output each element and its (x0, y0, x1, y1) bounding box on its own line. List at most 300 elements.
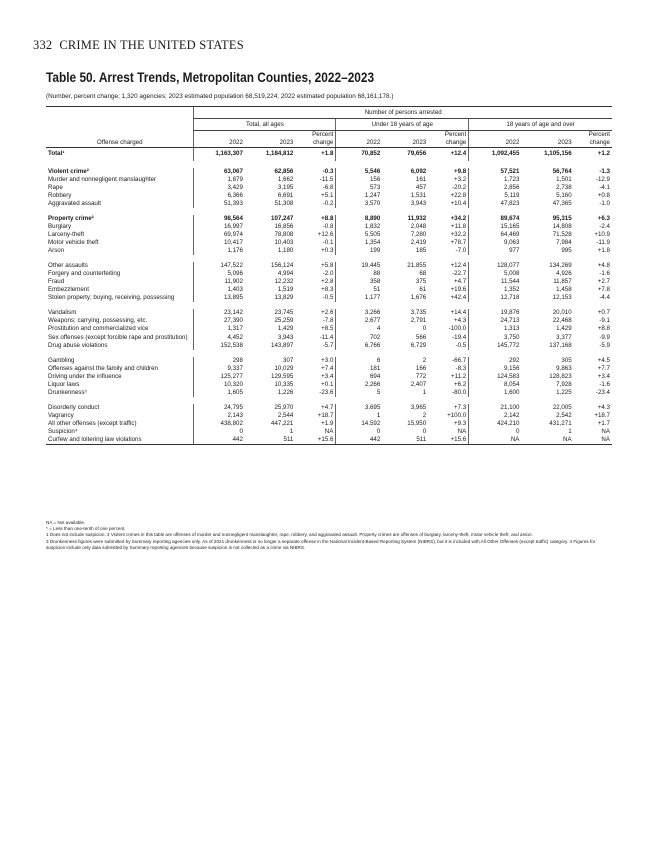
column-header: 2023 (521, 131, 573, 148)
offense-label: Burglary (48, 222, 72, 230)
table-cell: 22,005 (552, 403, 572, 411)
table-row (46, 373, 612, 381)
table-row (46, 334, 612, 342)
offense-label: Forgery and counterfeiting (48, 270, 121, 278)
offense-label: Violent crime² (48, 167, 89, 175)
table-cell: +42.4 (450, 294, 467, 302)
table-cell: 1,225 (556, 388, 572, 396)
group-header-under18: Under 18 years of age (336, 119, 469, 131)
table-header-groups (46, 119, 612, 131)
offense-label: Vagrancy (48, 411, 74, 419)
table-row (46, 325, 612, 333)
table-cell: +8.5 (321, 325, 334, 333)
table-row (46, 412, 612, 420)
table-cell: 15,950 (407, 419, 427, 427)
table-cell: +12.6 (317, 231, 334, 239)
offense-label: Curfew and loitering law violations (46, 436, 194, 445)
table-cell: +11.8 (451, 222, 467, 230)
table-row (46, 317, 612, 325)
table-cell: +12.4 (450, 262, 467, 270)
table-cell: -0.5 (322, 294, 334, 302)
table-cell: 3,195 (277, 183, 294, 191)
table-cell: +100.0 (447, 411, 467, 419)
table-cell: 166 (415, 364, 427, 372)
offense-label: Robbery (48, 191, 72, 199)
table-cell: 1,317 (194, 325, 245, 333)
table-cell: 1 (568, 428, 572, 435)
table-cell: -9.9 (599, 333, 610, 341)
table-cell: -11.5 (319, 175, 334, 183)
offense-label: Motor vehicle theft (48, 239, 99, 247)
table-cell: 15,165 (469, 223, 522, 231)
table-cell: 13,895 (194, 294, 245, 302)
table-cell: 1 (289, 428, 294, 435)
table-row (46, 404, 612, 412)
table-cell: +18.7 (317, 411, 334, 419)
table-cell: 702 (336, 334, 382, 342)
table-cell: 10,029 (274, 364, 294, 372)
table-cell: +12.4 (450, 150, 467, 158)
table-cell: 47,823 (469, 200, 522, 208)
top-header: Number of persons arrested (194, 107, 612, 119)
table-row (46, 286, 612, 294)
table-cell: 5,119 (469, 192, 522, 200)
table-cell: 134,269 (549, 262, 572, 270)
table-cell: 14,592 (336, 420, 382, 428)
table-cell: 5,008 (469, 270, 522, 278)
table-cell: 7,928 (556, 380, 572, 388)
offense-label: Aggravated assault (48, 199, 101, 207)
table-cell: -19.4 (452, 333, 467, 341)
table-cell: 3,750 (469, 334, 522, 342)
table-row (46, 200, 612, 208)
table-cell: +11.2 (451, 372, 467, 380)
table-cell: 10,403 (274, 239, 294, 247)
table-cell: +4.3 (597, 403, 610, 411)
table-cell: NA (574, 436, 612, 445)
row-spacer (46, 397, 612, 404)
offense-label: Disorderly conduct (48, 403, 100, 411)
table-cell: 13,829 (274, 294, 294, 302)
table-cell: -100.0 (448, 325, 467, 333)
table-cell: 442 (336, 436, 382, 445)
table-cell: -0.8 (322, 222, 334, 230)
table-cell: 61 (419, 286, 427, 294)
table-row (46, 239, 612, 247)
table-cell: -8.3 (455, 364, 467, 372)
table-cell: -23.4 (595, 388, 610, 396)
table-cell: 424,210 (469, 420, 522, 428)
table-cell: -11.4 (319, 333, 334, 341)
table-cell: 9,063 (469, 239, 522, 247)
table-cell: 2,542 (556, 411, 572, 419)
table-cell: +6.2 (454, 380, 467, 388)
offense-label: Stolen property; buying, receiving, possessing (48, 294, 175, 302)
table-cell: 1 (422, 388, 427, 396)
footnote: * = Less than one-tenth of one percent. (46, 526, 126, 532)
table-cell: 95,315 (552, 214, 572, 222)
table-cell: 23,745 (274, 309, 294, 317)
row-spacer (46, 255, 612, 262)
table-cell: -80.0 (452, 388, 467, 396)
table-cell: 11,902 (194, 278, 245, 286)
table-cell: 1,247 (336, 192, 382, 200)
table-cell: 4,452 (194, 334, 245, 342)
table-cell: NA (601, 428, 610, 435)
table-row (46, 389, 612, 397)
group-header-total: Total, all ages (194, 119, 336, 131)
column-header: 2022 (469, 131, 522, 148)
table-cell: 11,857 (553, 278, 572, 286)
table-cell: +4.7 (321, 403, 334, 411)
offense-label: All other offenses (except traffic) (48, 419, 137, 427)
table-cell: 2,143 (194, 412, 245, 420)
table-cell: 24,713 (469, 317, 522, 325)
table-cell: 27,390 (194, 317, 245, 325)
table-row (46, 381, 612, 389)
table-row (46, 223, 612, 231)
table-cell: 181 (336, 365, 382, 373)
table-row (46, 176, 612, 184)
table-cell: 145,772 (469, 342, 522, 350)
table-cell: 70,852 (336, 148, 382, 161)
table-cell: 2,048 (410, 222, 427, 230)
offense-label: Driving under the influence (48, 372, 122, 380)
table-cell: 1,723 (469, 176, 522, 184)
table-cell: 694 (336, 373, 382, 381)
table-cell: 12,232 (274, 278, 294, 286)
table-cell: 5,546 (336, 168, 382, 176)
table-cell: 3,735 (410, 309, 427, 317)
table-cell: +2.6 (321, 309, 334, 317)
column-header: 2023 (245, 131, 295, 148)
table-cell: +7.3 (454, 403, 467, 411)
table-cell: 1,352 (469, 286, 522, 294)
table-cell: +1.8 (597, 247, 610, 255)
table-cell: 3,943 (410, 199, 427, 207)
table-cell: -9.1 (599, 317, 610, 325)
column-header: Percent change (295, 131, 336, 148)
table-cell: 3,570 (336, 200, 382, 208)
table-cell: 5,160 (556, 191, 572, 199)
table-cell: 307 (283, 356, 294, 364)
offense-label: Rape (48, 183, 63, 191)
offense-label: Embezzlement (48, 286, 89, 294)
table-cell: 358 (336, 278, 382, 286)
table-row (46, 436, 612, 445)
table-row (46, 365, 612, 373)
table-cell: 2,677 (336, 317, 382, 325)
table-cell: 4 (336, 325, 382, 333)
table-cell: -7.0 (455, 247, 467, 255)
table-cell: +3.4 (321, 372, 334, 380)
table-cell: 772 (415, 372, 427, 380)
table-cell: +15.6 (295, 436, 336, 445)
offense-label: Suspicion⁴ (48, 428, 78, 435)
table-cell: 6,729 (410, 341, 427, 349)
table-cell: -20.2 (452, 183, 467, 191)
table-cell: 156 (336, 176, 382, 184)
table-cell: 143,897 (271, 341, 294, 349)
table-cell: +0.3 (321, 247, 334, 255)
table-cell: NA (469, 436, 522, 445)
table-subtitle: (Number, percent change; 1,320 agencies; 2023 estimated population 68,519,224; 2022 estimated population 68,161,178.) (46, 93, 394, 100)
table-cell: -1.0 (599, 199, 610, 207)
table-cell: +1.2 (597, 150, 610, 158)
table-cell: 98,564 (194, 215, 245, 223)
table-row (46, 270, 612, 278)
table-cell: 6,366 (194, 192, 245, 200)
table-cell: +3.4 (597, 372, 610, 380)
offense-label: Drug abuse violations (48, 341, 108, 349)
footnotes (46, 520, 612, 551)
table-cell: 447,221 (271, 419, 294, 427)
table-cell: 71,528 (552, 231, 572, 239)
table-cell: 3,377 (556, 333, 572, 341)
table-header-top (46, 107, 612, 119)
table-cell: +1.9 (321, 419, 334, 427)
table-cell: +5.8 (321, 262, 334, 270)
table-row (46, 428, 612, 436)
table-cell: 573 (336, 184, 382, 192)
offense-label: Other assaults (48, 262, 88, 270)
footnote: 3 Drunkenness figures were submitted by Summary reporting agencies only. As of 2021 drunkenness is no longer a separate offense in the National Incident-Based Reporting System (NIBRS), but it is included with All Other Offenses (except traffic) category. 4 Figures for suspicion include only data submitted by Summary reporting agencies because suspicion is not collected as a crime via NIBRS. (46, 538, 596, 550)
table-cell: 1,531 (410, 191, 427, 199)
table-cell: 1,226 (277, 388, 294, 396)
table-cell: +0.7 (597, 309, 610, 317)
table-cell: +7.8 (597, 286, 610, 294)
table-cell: 16,997 (194, 223, 245, 231)
table-cell: 21,855 (407, 262, 427, 270)
table-cell: 89,674 (469, 215, 522, 223)
table-row (46, 342, 612, 350)
table-cell: 2 (422, 411, 427, 419)
table-cell: 25,970 (274, 403, 294, 411)
table-cell: 0 (422, 428, 427, 435)
offense-label: Offenses against the family and children (48, 364, 158, 372)
table-cell: 185 (415, 247, 427, 255)
table-cell: 10,417 (194, 239, 245, 247)
offense-label: Murder and nonnegligent manslaughter (48, 175, 157, 183)
table-cell: -22.7 (452, 270, 467, 278)
table-cell: +0.1 (321, 380, 334, 388)
table-cell: 6,691 (277, 191, 294, 199)
table-cell: +78.7 (450, 239, 467, 247)
table-header-columns (46, 131, 612, 148)
table-cell: 125,277 (194, 373, 245, 381)
table-cell: 152,538 (194, 342, 245, 350)
table-cell: 3,695 (336, 404, 382, 412)
table-cell: 1,600 (469, 389, 522, 397)
table-cell: -0.5 (455, 341, 467, 349)
table-cell: 124,583 (469, 373, 522, 381)
table-cell: +3.2 (454, 175, 467, 183)
table-cell: 457 (415, 183, 427, 191)
table-cell: -1.6 (599, 380, 610, 388)
table-cell: 1,429 (556, 325, 572, 333)
table-cell: 0 (194, 428, 245, 436)
table-cell: +15.6 (428, 436, 469, 445)
table-cell: 977 (469, 247, 522, 255)
table-cell: 1,176 (194, 247, 245, 255)
table-cell: 5,096 (194, 270, 245, 278)
table-cell: -7.8 (322, 317, 334, 325)
table-cell: 107,247 (271, 214, 294, 222)
offense-label: Weapons; carrying, possessing, etc. (48, 317, 148, 325)
table-cell: 2 (422, 356, 427, 364)
table-cell: 438,802 (194, 420, 245, 428)
table-cell: 1,354 (336, 239, 382, 247)
table-cell: +14.4 (450, 309, 467, 317)
table-cell: 1,519 (277, 286, 294, 294)
table-cell: 431,271 (549, 419, 572, 427)
table-cell: 9,863 (556, 364, 572, 372)
column-header: Percent change (428, 131, 469, 148)
table-cell: 12,153 (552, 294, 572, 302)
table-row (46, 215, 612, 223)
table-cell: 16,856 (274, 222, 294, 230)
column-header: 2022 (194, 131, 245, 148)
table-cell: 1,662 (277, 175, 294, 183)
table-cell: 11,544 (469, 278, 522, 286)
table-cell: -4.4 (599, 294, 610, 302)
table-cell: 128,077 (469, 262, 522, 270)
table-cell: -0.1 (322, 239, 334, 247)
page-number: 332 (33, 38, 53, 52)
table-cell: 57,521 (469, 168, 522, 176)
table-cell: 5,505 (336, 231, 382, 239)
table-cell: -0.3 (322, 167, 334, 175)
table-cell: -1.6 (599, 270, 610, 278)
table-row (46, 184, 612, 192)
table-cell: 8,890 (336, 215, 382, 223)
table-cell: +10.4 (450, 199, 467, 207)
table-cell: +2.8 (321, 278, 334, 286)
table-row (46, 357, 612, 365)
table-cell: +1.8 (321, 150, 334, 158)
table-cell: 2,791 (410, 317, 427, 325)
table-cell: 51 (336, 286, 382, 294)
row-spacer (46, 302, 612, 309)
table-cell: 6,092 (410, 167, 427, 175)
offense-label: Liquor laws (48, 380, 80, 388)
table-cell: 1,092,455 (469, 148, 522, 161)
table-row (46, 278, 612, 286)
table-cell: 566 (415, 333, 427, 341)
table-body (46, 148, 612, 445)
offense-label: Fraud (48, 278, 65, 286)
table-cell: 68 (419, 270, 427, 278)
offense-label: Drunkenness³ (48, 388, 87, 396)
table-cell: +4.8 (597, 262, 610, 270)
table-cell: 375 (415, 278, 427, 286)
table-row (46, 231, 612, 239)
table-cell: 0 (469, 428, 522, 436)
table-cell: 161 (415, 175, 427, 183)
table-cell: +7.4 (321, 364, 334, 372)
offense-label: Property crime² (48, 214, 94, 222)
table-cell: 20,010 (552, 309, 572, 317)
table-cell: 7,280 (410, 231, 427, 239)
group-header-18over: 18 years of age and over (469, 119, 612, 131)
table-cell: +22.8 (450, 191, 467, 199)
table-cell: +19.6 (450, 286, 467, 294)
table-cell: 292 (469, 357, 522, 365)
table-cell: 442 (194, 436, 245, 445)
table-cell: NA (324, 428, 334, 435)
table-cell: +9.3 (454, 419, 467, 427)
table-cell: 2,738 (556, 183, 572, 191)
table-cell: 63,067 (194, 168, 245, 176)
table-cell: 2,419 (410, 239, 427, 247)
table-cell: 3,266 (336, 309, 382, 317)
table-cell: +6.3 (597, 214, 610, 222)
offense-header: Offense charged (46, 131, 194, 148)
offense-label: Arson (48, 247, 65, 255)
table-cell: 10,335 (274, 380, 294, 388)
table-row (46, 262, 612, 270)
table-cell: 511 (382, 436, 428, 445)
table-cell: 1,177 (336, 294, 382, 302)
row-spacer (46, 161, 612, 168)
offense-label: Sex offenses (except forcible rape and prostitution) (48, 333, 188, 341)
book-title: CRIME IN THE UNITED STATES (59, 38, 244, 52)
column-header: 2023 (382, 131, 428, 148)
running-head (33, 38, 244, 53)
table-cell: 24,795 (194, 404, 245, 412)
table-cell: 2,407 (410, 380, 427, 388)
table-cell: 1,313 (469, 325, 522, 333)
table-cell: +10.9 (594, 231, 610, 239)
table-cell: 1,605 (194, 389, 245, 397)
table-cell: -5.9 (599, 341, 610, 349)
table-cell: 12,718 (469, 294, 522, 302)
table-cell: 14,808 (552, 222, 572, 230)
table-cell: 8,054 (469, 381, 522, 389)
table-cell: 79,656 (407, 150, 427, 158)
table-cell: +4.3 (454, 317, 467, 325)
table-cell: 56,764 (552, 167, 572, 175)
table-cell: -23.6 (319, 388, 334, 396)
table-cell: 25,259 (274, 317, 294, 325)
table-cell: +0.8 (597, 191, 610, 199)
table-cell: 298 (194, 357, 245, 365)
table-cell: 199 (336, 247, 382, 255)
table-cell: +3.0 (321, 356, 334, 364)
offense-label: Total¹ (48, 150, 65, 158)
table-cell: -6.8 (322, 183, 334, 191)
table-cell: +1.7 (597, 419, 610, 427)
table-cell: 128,823 (549, 372, 572, 380)
table-cell: 0 (422, 325, 427, 333)
table-cell: 9,156 (469, 365, 522, 373)
table-cell: 1,832 (336, 223, 382, 231)
row-spacer (46, 208, 612, 215)
offense-label: Vandalism (48, 309, 77, 317)
table-cell: 1 (336, 412, 382, 420)
table-row (46, 309, 612, 317)
table-cell: 0 (336, 428, 382, 436)
table-cell: 19,876 (469, 309, 522, 317)
table-cell: 5 (336, 389, 382, 397)
table-cell: 1,180 (277, 247, 294, 255)
table-cell: 69,974 (194, 231, 245, 239)
table-cell: 2,266 (336, 381, 382, 389)
table-cell: 2,142 (469, 412, 522, 420)
table-cell: NA (521, 436, 573, 445)
table-cell: 4,926 (556, 270, 572, 278)
table-cell: 3,965 (410, 403, 427, 411)
